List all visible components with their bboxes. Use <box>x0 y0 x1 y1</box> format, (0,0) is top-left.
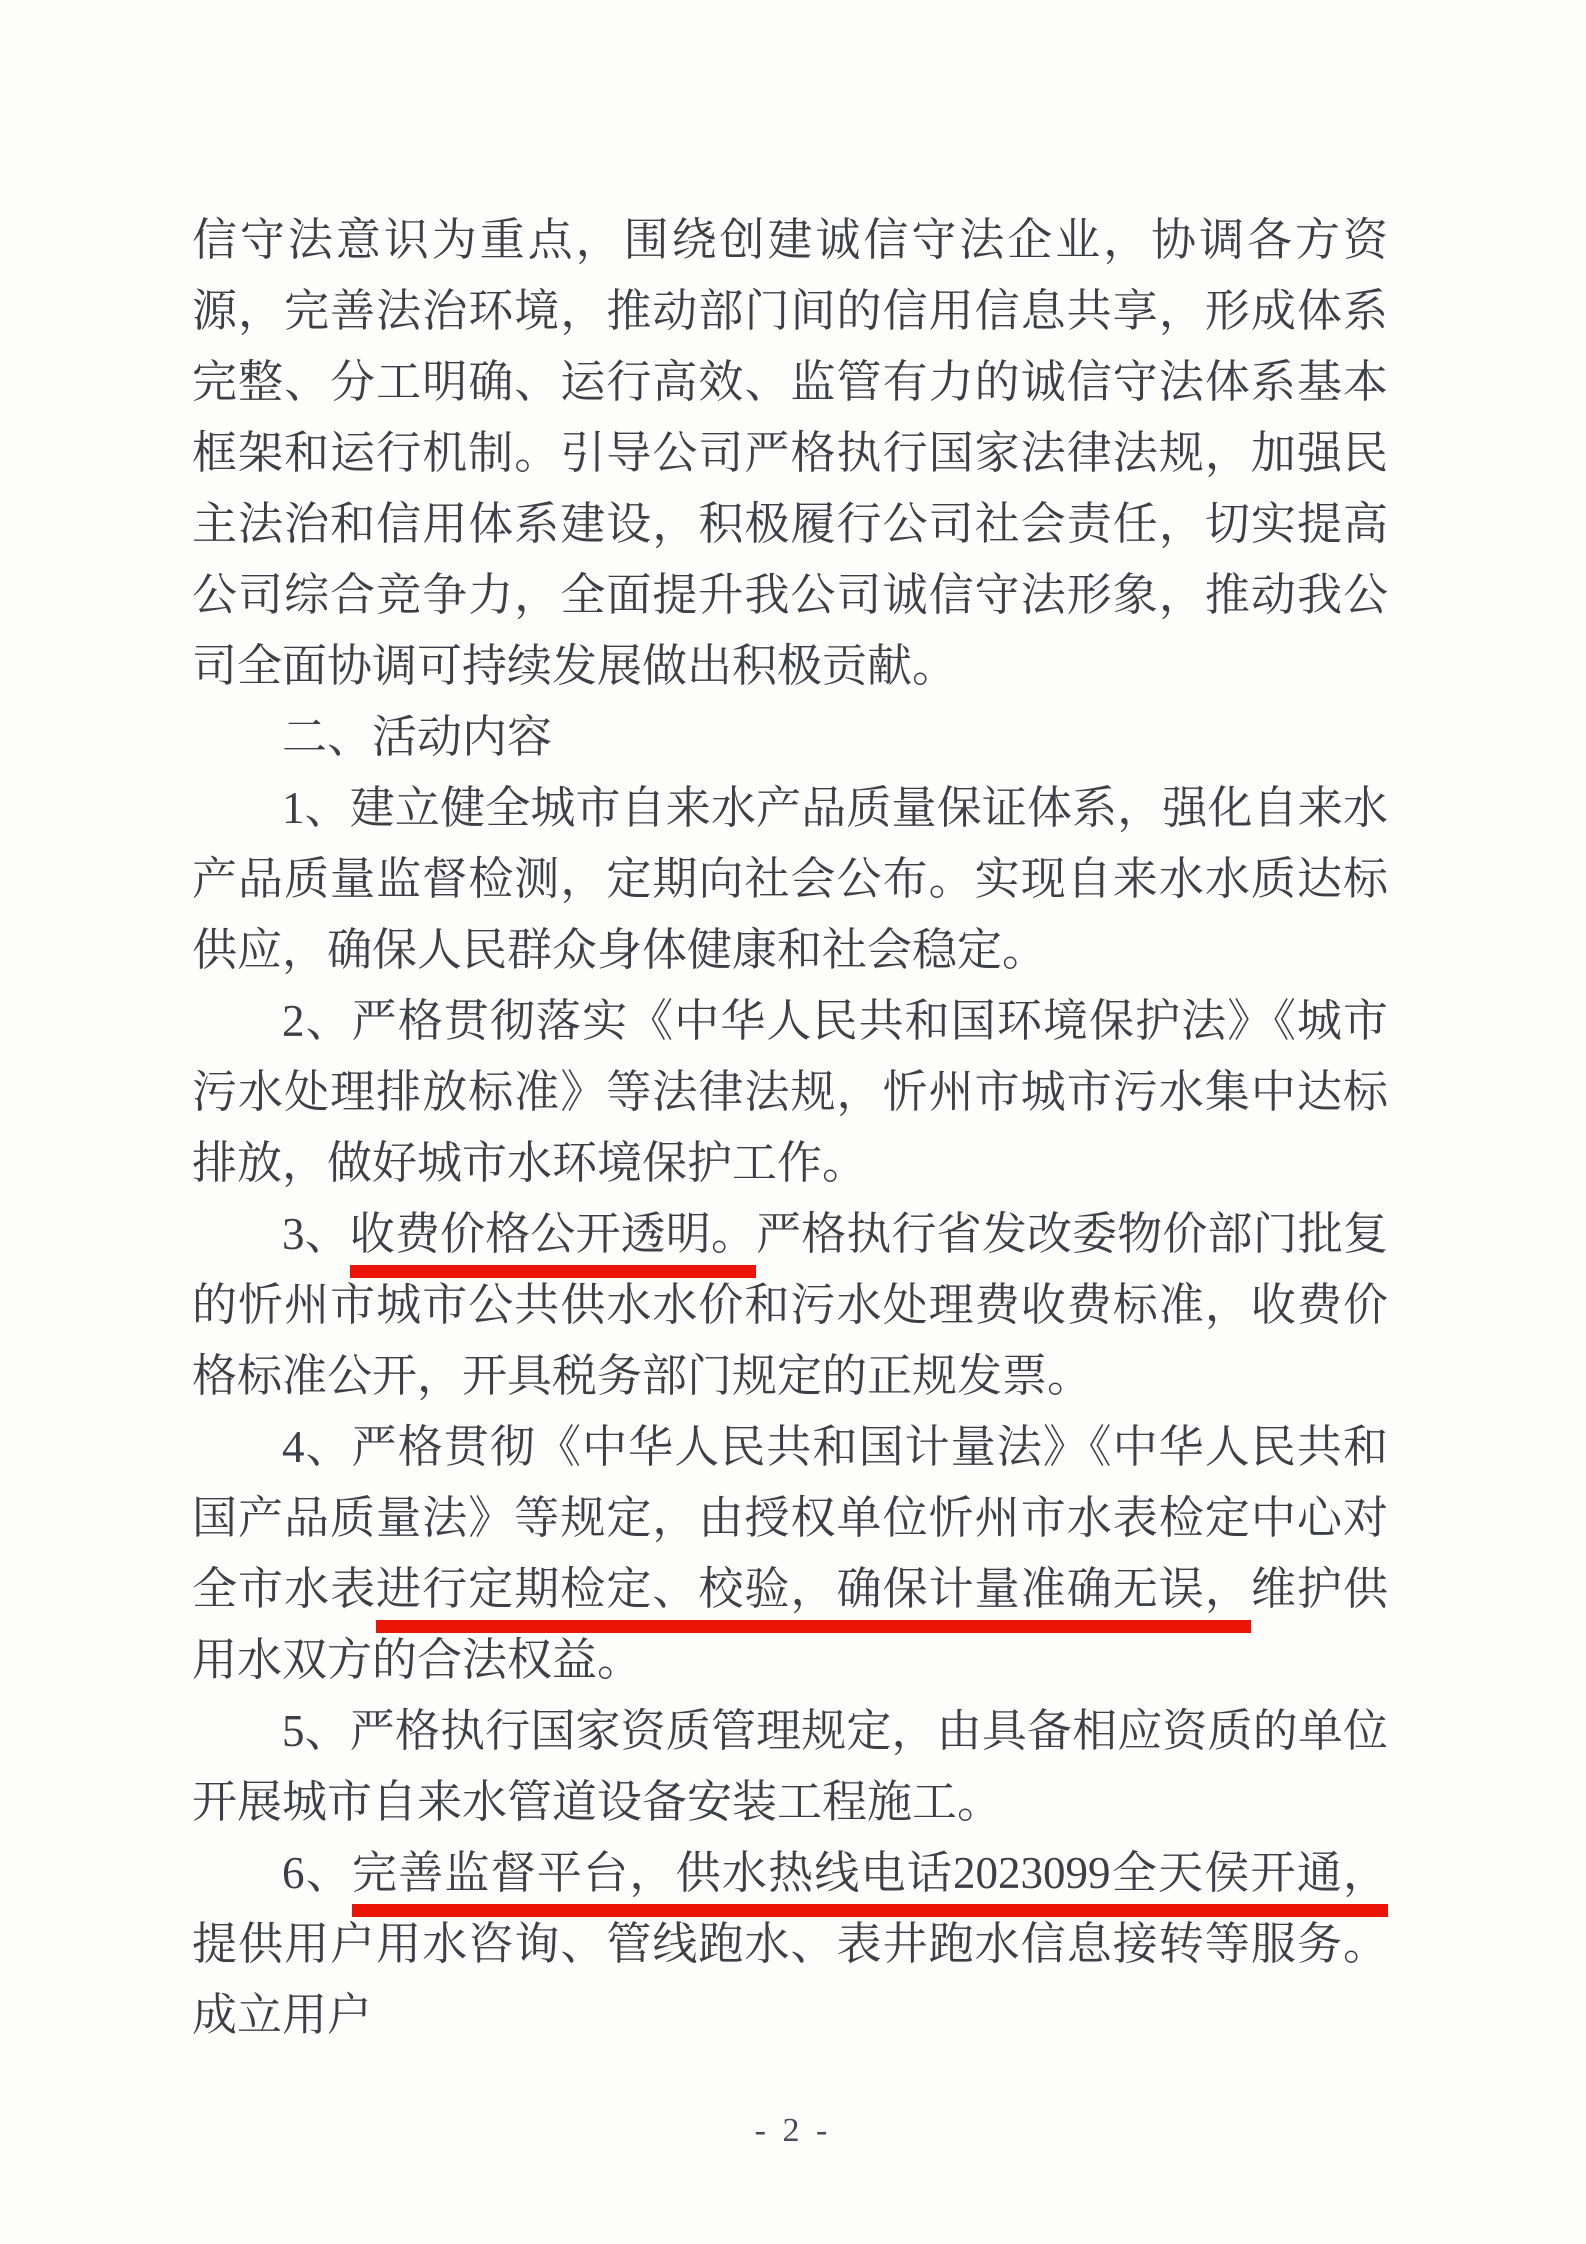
page-number: - 2 - <box>754 2112 832 2149</box>
text-segment: 1、建立健全城市自来水产品质量保证体系，强化自来水产品质量监督检测，定期向社会公布。实现自来水水质达标供应，确保人民群众身体健康和社会稳定。 <box>192 783 1388 975</box>
paragraph-item-4 <box>192 1412 1388 1696</box>
paragraph-opening <box>192 205 1388 702</box>
text-segment: 2、严格贯彻落实《中华人民共和国环境保护法》《城市污水处理排放标准》等法律法规，忻州市城市污水集中达标排放，做好城市水环境保护工作。 <box>192 996 1388 1188</box>
paragraph-item-1 <box>192 773 1388 986</box>
text-segment: 信守法意识为重点，围绕创建诚信守法企业，协调各方资源，完善法治环境，推动部门间的信用信息共享，形成体系完整、分工明确、运行高效、监管有力的诚信守法体系基本框架和运行机制。引导公司严格执行国家法律法规，加强民主法治和信用体系建设，积极履行公司社会责任，切实提高公司综合竞争力，全面提升我公司诚信守法形象，推动我公司全面协调可持续发展做出积极贡献。 <box>192 215 1388 691</box>
text-segment: 维护供用水双方的合法权益。 <box>192 1564 1388 1685</box>
red-underlined-text: 收费价格公开透明。 <box>350 1209 756 1278</box>
paragraph-item-2 <box>192 986 1388 1199</box>
body-text <box>192 205 1388 2051</box>
red-underlined-text: 完善监督平台，供水热线电话2023099全天侯开通， <box>352 1848 1388 1917</box>
red-underlined-text: 进行定期检定、校验，确保计量准确无误， <box>376 1564 1251 1633</box>
paragraph-item-5 <box>192 1696 1388 1838</box>
section-heading-label: 二、活动内容 <box>282 712 553 762</box>
text-segment: 提供用户用水咨询、管线跑水、表井跑水信息接转等服务。成立用户 <box>192 1919 1388 2040</box>
text-segment: 5、严格执行国家资质管理规定，由具备相应资质的单位开展城市自来水管道设备安装工程施工。 <box>192 1706 1388 1827</box>
paragraph-item-3 <box>192 1199 1388 1412</box>
text-segment: 严格执行省发改委物价部门批复的忻州市城市公共供水水价和污水处理费收费标准，收费价格标准公开，开具税务部门规定的正规发票。 <box>192 1209 1388 1401</box>
text-segment: 4、严格贯彻《中华人民共和国计量法》《中华人民共和国产品质量法》等规定，由授权单位忻州市水表检定中心对全市水表 <box>192 1422 1388 1614</box>
section-heading-activities <box>192 702 1388 773</box>
paragraph-item-6 <box>192 1838 1388 2051</box>
text-segment: 3、 <box>282 1209 350 1259</box>
text-segment: 6、 <box>282 1848 352 1898</box>
